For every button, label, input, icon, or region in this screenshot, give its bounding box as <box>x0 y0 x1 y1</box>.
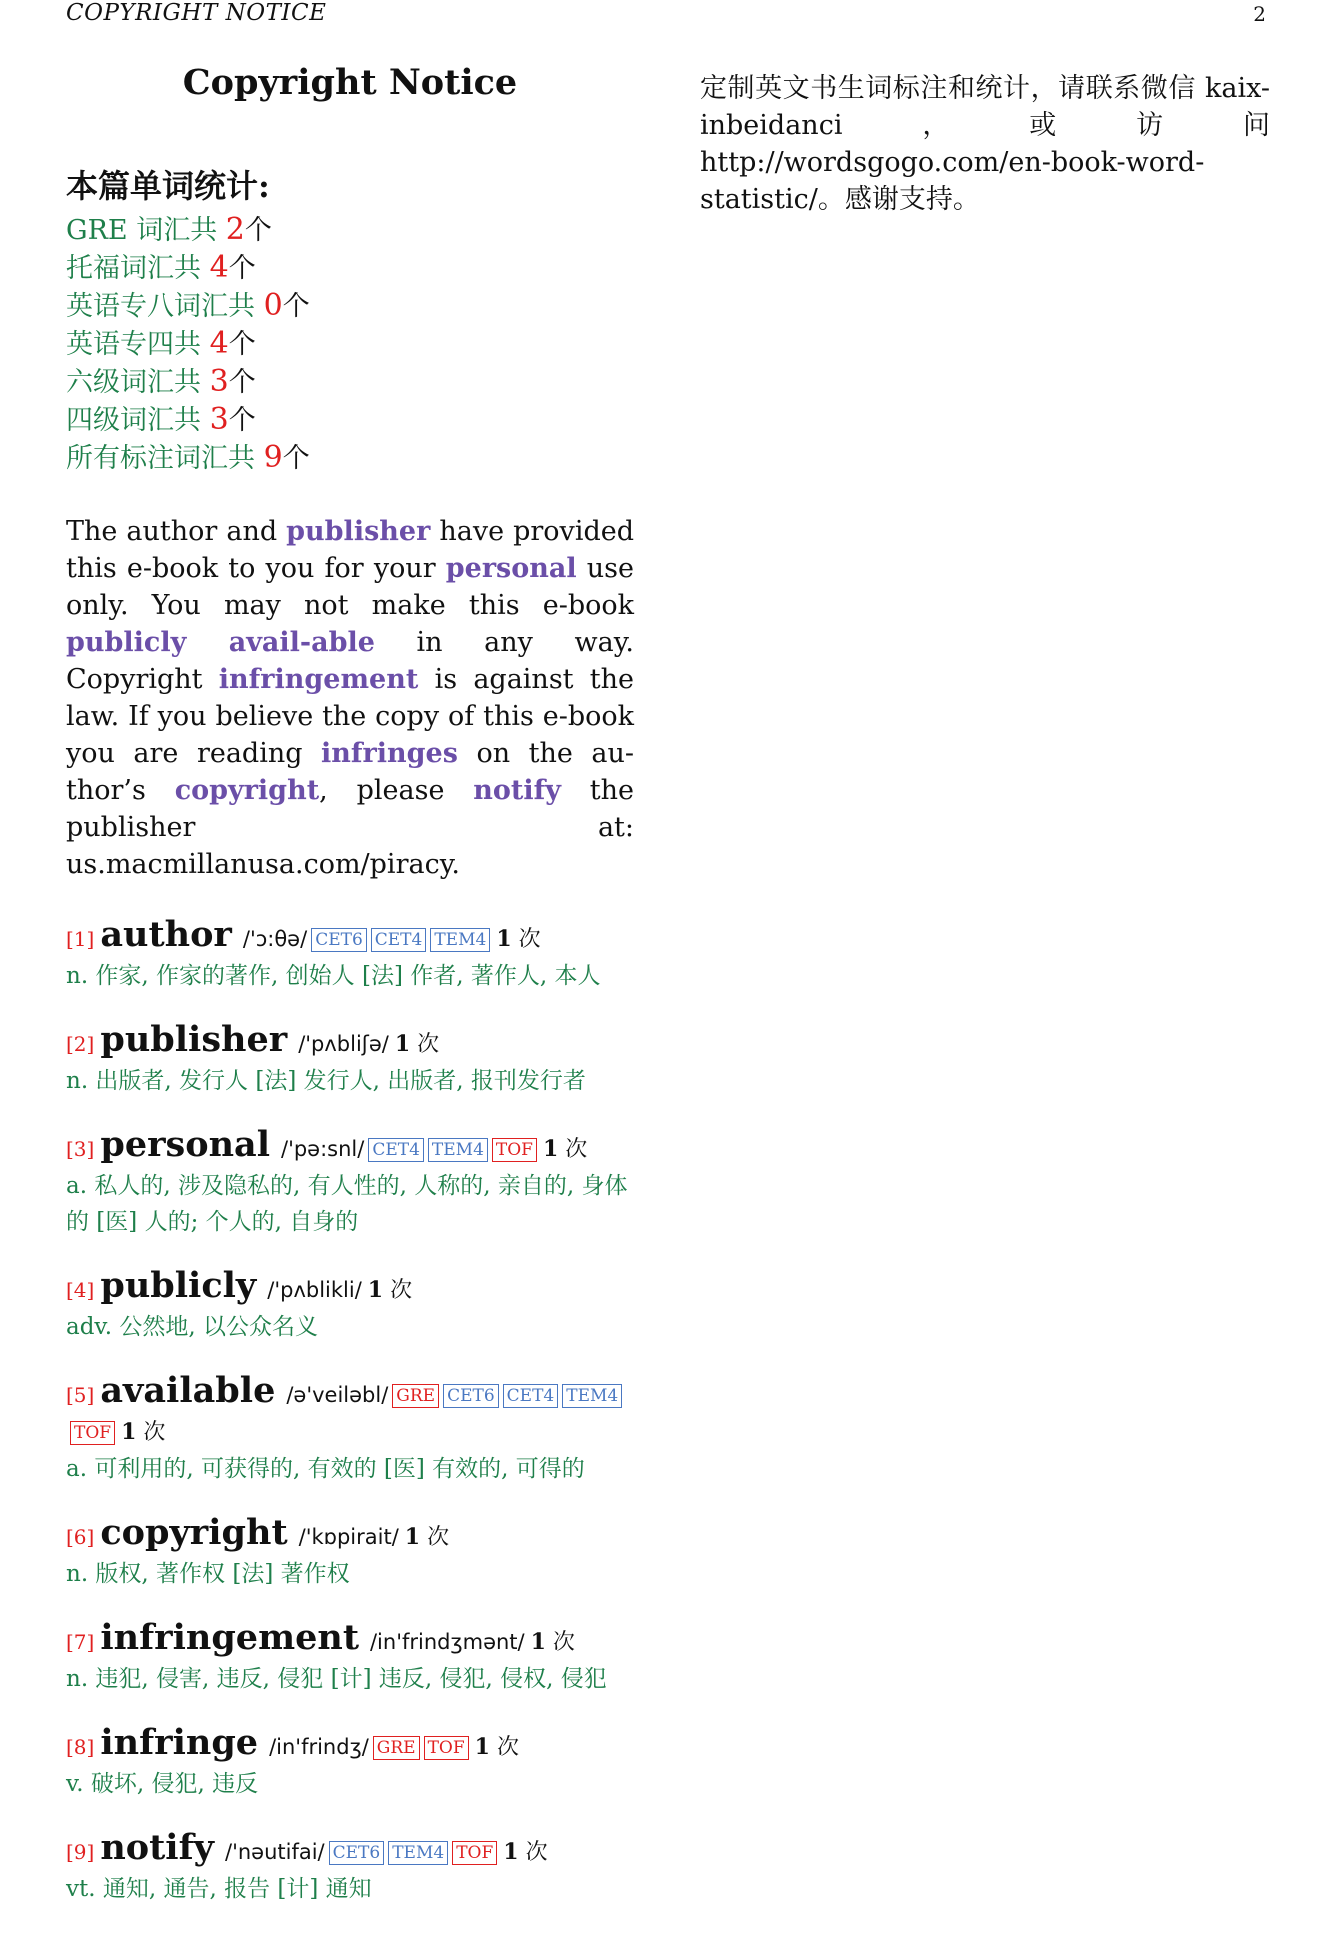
exam-tag: TEM4 <box>562 1384 622 1408</box>
highlighted-word: copyright <box>174 775 320 806</box>
vocab-word: personal <box>100 1124 270 1165</box>
vocab-entry-head <box>66 1617 634 1661</box>
stat-count: 4 <box>209 326 229 361</box>
vocab-word: notify <box>100 1827 214 1868</box>
stats-list <box>66 211 634 477</box>
vocab-definition: v. 破坏, 侵犯, 违反 <box>66 1771 259 1797</box>
highlighted-word: personal <box>445 553 577 584</box>
paragraph-text: The author and <box>66 516 287 547</box>
vocab-entry-head <box>66 1512 634 1556</box>
vocab-phonetic: /'ɔ:θə/ <box>242 927 308 951</box>
vocab-count: 1 <box>496 926 512 952</box>
vocab-entry <box>66 1019 634 1099</box>
vocab-entry <box>66 914 634 994</box>
stats-heading: 本篇单词统计: <box>66 167 270 205</box>
exam-tag: TOF <box>424 1736 469 1760</box>
vocab-phonetic: /'pə:snl/ <box>281 1137 365 1161</box>
exam-tag: CET4 <box>368 1138 424 1162</box>
paragraph-text: have provided this e-book to you for your <box>66 516 634 584</box>
vocab-word: author <box>100 914 232 955</box>
stat-label: 六级词汇共 <box>66 367 210 398</box>
vocab-definition: a. 私人的, 涉及隐私的, 有人性的, 人称的, 亲自的, 身体的 [医] 人的; 个人的, 自身的 <box>66 1173 628 1235</box>
vocab-word: copyright <box>100 1512 288 1553</box>
paragraph-text: the publisher at: us.macmillanusa.com/piracy. <box>66 775 634 880</box>
vocab-count-unit: 次 <box>565 1137 588 1162</box>
vocab-count-unit: 次 <box>390 1278 413 1303</box>
stat-count: 4 <box>209 250 229 285</box>
stat-line <box>66 211 634 249</box>
vocab-word: infringe <box>100 1722 259 1763</box>
vocab-index: [6] <box>66 1525 95 1549</box>
main-column <box>66 62 634 1935</box>
stat-line <box>66 401 634 439</box>
stat-label: 托福词汇共 <box>66 253 210 284</box>
vocab-count: 1 <box>503 1839 519 1865</box>
stat-unit: 个 <box>282 291 310 322</box>
vocab-word: publisher <box>100 1019 288 1060</box>
vocab-count-unit: 次 <box>427 1525 450 1550</box>
vocab-count-unit: 次 <box>552 1630 575 1655</box>
vocab-frequency <box>121 1420 165 1445</box>
stat-unit: 个 <box>244 215 272 246</box>
stat-label: 所有标注词汇共 <box>66 443 264 474</box>
vocab-phonetic: /'pʌblikli/ <box>267 1278 362 1302</box>
vocab-definition: n. 出版者, 发行人 [法] 发行人, 出版者, 报刊发行者 <box>66 1068 586 1094</box>
stat-count: 2 <box>225 212 245 247</box>
vocab-entry-head <box>66 1722 634 1766</box>
stat-label: GRE 词汇共 <box>66 215 226 246</box>
vocab-phonetic: /'kɒpirait/ <box>298 1525 399 1549</box>
vocab-index: [9] <box>66 1840 95 1864</box>
highlighted-word: publisher <box>286 516 431 547</box>
vocab-entry <box>66 1512 634 1592</box>
stat-line <box>66 363 634 401</box>
vocab-count: 1 <box>121 1419 137 1445</box>
vocab-frequency <box>475 1735 519 1760</box>
stat-unit: 个 <box>282 443 310 474</box>
vocab-entry <box>66 1827 634 1907</box>
vocab-entry-head <box>66 1265 634 1309</box>
vocab-entry <box>66 1722 634 1802</box>
vocab-count-unit: 次 <box>496 1735 519 1760</box>
stat-line <box>66 325 634 363</box>
stat-unit: 个 <box>228 367 256 398</box>
vocab-definition: n. 作家, 作家的著作, 创始人 [法] 作者, 著作人, 本人 <box>66 963 601 989</box>
exam-tag: TOF <box>452 1841 497 1865</box>
vocab-phonetic: /ə'veiləbl/ <box>286 1383 389 1407</box>
vocab-frequency <box>405 1525 449 1550</box>
exam-tag: CET6 <box>443 1384 499 1408</box>
vocab-phonetic: /in'frindʒmənt/ <box>369 1630 525 1654</box>
vocab-count-unit: 次 <box>518 927 541 952</box>
vocab-index: [4] <box>66 1278 95 1302</box>
exam-tag: GRE <box>373 1736 420 1760</box>
vocab-entry-head <box>66 1370 634 1451</box>
vocab-list <box>66 914 634 1907</box>
vocab-entry <box>66 1370 634 1487</box>
vocab-entry-head <box>66 914 634 958</box>
paragraph-text: on the au-thor’s <box>66 738 634 806</box>
exam-tag: TOF <box>492 1138 537 1162</box>
exam-tag: TEM4 <box>428 1138 488 1162</box>
vocab-frequency <box>531 1630 575 1655</box>
vocab-frequency <box>503 1840 547 1865</box>
stat-unit: 个 <box>228 405 256 436</box>
stat-line <box>66 439 634 477</box>
page-number: 2 <box>1253 2 1266 26</box>
exam-tag: CET4 <box>371 928 427 952</box>
vocab-count: 1 <box>404 1524 421 1550</box>
stat-line <box>66 287 634 325</box>
highlighted-word: publicly avail-able <box>66 627 375 658</box>
exam-tag: CET6 <box>329 1841 385 1865</box>
copyright-paragraph <box>66 513 634 883</box>
stat-unit: 个 <box>228 253 256 284</box>
page-title: Copyright Notice <box>182 62 518 103</box>
exam-tag: GRE <box>392 1384 439 1408</box>
stat-count: 9 <box>263 440 283 475</box>
vocab-definition: n. 版权, 著作权 [法] 著作权 <box>66 1561 350 1587</box>
vocab-index: [2] <box>66 1032 95 1056</box>
vocab-count-unit: 次 <box>525 1840 548 1865</box>
vocab-count: 1 <box>530 1629 546 1655</box>
exam-tag: TOF <box>70 1421 115 1445</box>
paragraph-text: use only. You may not make this e-book <box>66 553 634 621</box>
vocab-phonetic: /in'frindʒ/ <box>269 1735 369 1759</box>
vocab-index: [5] <box>66 1383 95 1407</box>
vocab-frequency <box>496 927 540 952</box>
paragraph-text: is against the law. If you believe the copy of this e-book you are reading <box>66 664 634 769</box>
vocab-entry-head <box>66 1124 634 1168</box>
stat-label: 英语专八词汇共 <box>66 291 264 322</box>
vocab-word: publicly <box>100 1265 257 1306</box>
highlighted-word: infringes <box>321 738 458 769</box>
highlighted-word: notify <box>473 775 561 806</box>
vocab-entry <box>66 1265 634 1345</box>
vocab-entry <box>66 1124 634 1240</box>
exam-tag: TEM4 <box>388 1841 448 1865</box>
stat-label: 四级词汇共 <box>66 405 210 436</box>
vocab-index: [7] <box>66 1630 95 1654</box>
vocab-count: 1 <box>474 1734 490 1760</box>
paragraph-text: in any way. Copyright <box>66 627 634 695</box>
vocab-index: [3] <box>66 1137 95 1161</box>
stat-label: 英语专四共 <box>66 329 210 360</box>
vocab-count-unit: 次 <box>143 1420 166 1445</box>
vocab-frequency <box>368 1278 412 1303</box>
stat-count: 3 <box>209 402 229 437</box>
vocab-frequency <box>395 1032 439 1057</box>
vocab-phonetic: /'pʌbliʃə/ <box>298 1032 389 1056</box>
stat-count: 0 <box>263 288 283 323</box>
highlighted-word: infringement <box>218 664 419 695</box>
vocab-count: 1 <box>367 1277 384 1303</box>
vocab-definition: a. 可利用的, 可获得的, 有效的 [医] 有效的, 可得的 <box>66 1456 585 1482</box>
vocab-definition: n. 违犯, 侵害, 违反, 侵犯 [计] 违反, 侵犯, 侵权, 侵犯 <box>66 1666 607 1692</box>
vocab-index: [1] <box>66 927 95 951</box>
running-header: COPYRIGHT NOTICE <box>66 0 327 26</box>
vocab-definition: vt. 通知, 通告, 报告 [计] 通知 <box>66 1876 372 1902</box>
stat-count: 3 <box>209 364 229 399</box>
vocab-index: [8] <box>66 1735 95 1759</box>
vocab-entry <box>66 1617 634 1697</box>
vocab-definition: adv. 公然地, 以公众名义 <box>66 1314 318 1340</box>
vocab-word: available <box>100 1370 276 1411</box>
exam-tag: TEM4 <box>430 928 490 952</box>
vocab-count: 1 <box>394 1031 411 1057</box>
exam-tag: CET6 <box>311 928 367 952</box>
vocab-entry-head <box>66 1827 634 1871</box>
vocab-entry-head <box>66 1019 634 1063</box>
sidebar-note: 定制英文书生词标注和统计，请联系微信 kaix-inbeidanci，或访问 http://wordsgogo.com/en-book-word-statistic/。感谢支持。 <box>700 73 1270 215</box>
vocab-count: 1 <box>542 1136 559 1162</box>
stat-line <box>66 249 634 287</box>
vocab-frequency <box>543 1137 587 1162</box>
exam-tag: CET4 <box>503 1384 559 1408</box>
vocab-word: infringement <box>100 1617 359 1658</box>
stat-unit: 个 <box>228 329 256 360</box>
vocab-phonetic: /'nəutifai/ <box>225 1840 325 1864</box>
vocab-count-unit: 次 <box>417 1032 440 1057</box>
paragraph-text: , please <box>319 775 474 806</box>
